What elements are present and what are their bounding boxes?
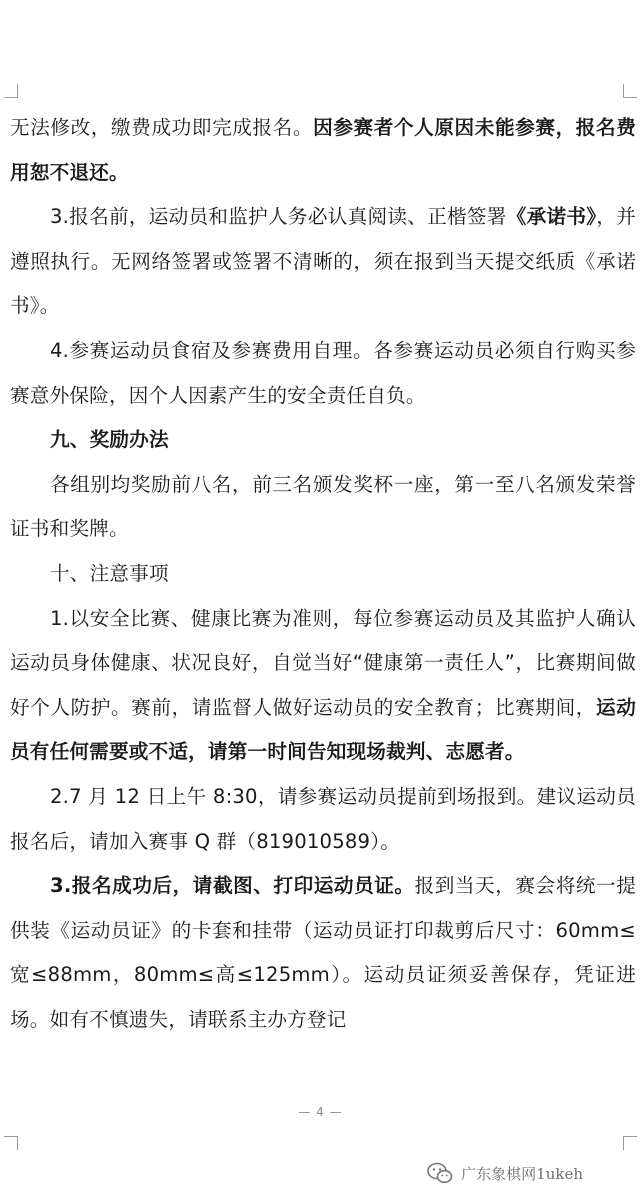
page-corner-mark-top-right — [623, 84, 637, 98]
text-run: 各组别均奖励前八名，前三名颁发奖杯一座，第一至八名颁发荣誉证书和奖牌。 — [10, 472, 636, 541]
document-body — [10, 106, 636, 1042]
watermark — [427, 1160, 583, 1186]
paragraph-athlete-card — [10, 864, 636, 1042]
page-corner-mark-top-left — [4, 84, 18, 98]
paragraph-pledge-signing — [10, 195, 636, 329]
wechat-icon — [427, 1162, 453, 1184]
text-run-bold: 因参赛者个人原因未能参赛，报名费用恕不退还。 — [10, 116, 637, 184]
text-run: 无法修改，缴费成功即完成报名。 — [10, 116, 314, 139]
page-corner-mark-bottom-left — [4, 1136, 18, 1150]
paragraph-safety — [10, 597, 636, 775]
text-run: 报到当天，赛会将统一提供装《运动员证》的卡套和挂带（运动员证打印裁剪后尺寸：60mm≤宽≤88mm，80mm≤高≤125mm）。运动员证须妥善保存，凭证进场。如有不慎遗失，请联系主办方登记 — [10, 874, 636, 1031]
page-number: — 4 — — [298, 1105, 343, 1119]
page-corner-mark-bottom-right — [623, 1136, 637, 1150]
paragraph-awards — [10, 463, 636, 552]
paragraph-registration-refund — [10, 106, 636, 195]
text-run: 1.以安全比赛、健康比赛为准则，每位参赛运动员及其监护人确认运动员身体健康、状况良好，自觉当好“健康第一责任人”，比赛期间做好个人防护。赛前，请监督人做好运动员的安全教育；比赛期间， — [10, 606, 636, 719]
section-heading-notes — [10, 552, 636, 597]
heading-text: 九、奖励办法 — [50, 428, 169, 452]
text-run: 4.参赛运动员食宿及参赛费用自理。各参赛运动员必须自行购买参赛意外保险，因个人因素产生的安全责任自负。 — [10, 338, 636, 407]
text-run: 2.7 月 12 日上午 8:30，请参赛运动员提前到场报到。建议运动员报名后，请加入赛事 Q 群（819010589）。 — [10, 784, 636, 853]
text-run: ，并遵照执行。无网络签署或签署不清晰的，须在报到当天提交纸质《承诺书》。 — [10, 205, 637, 318]
section-heading-awards — [10, 418, 636, 463]
text-run-bold: 《承诺书》 — [506, 205, 597, 229]
text-run: 3.报名前，运动员和监护人务必认真阅读、正楷签署 — [50, 205, 507, 229]
paragraph-expenses-insurance — [10, 329, 636, 418]
text-run-bold: 3.报名成功后，请截图、打印运动员证。 — [50, 874, 415, 898]
watermark-text: 广东象棋网1ukeh — [461, 1164, 583, 1183]
paragraph-check-in — [10, 775, 636, 864]
text-run-bold: 运动员有任何需要或不适，请第一时间告知现场裁判、志愿者。 — [10, 695, 636, 764]
heading-text: 十、注意事项 — [50, 561, 169, 585]
